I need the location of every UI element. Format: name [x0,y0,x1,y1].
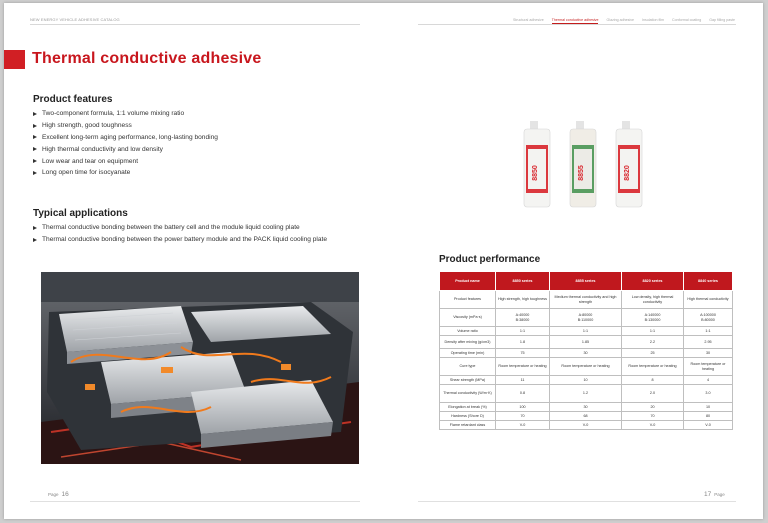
table-cell: 1:1 [550,327,622,336]
table-cell: 1:1 [622,327,684,336]
table-cell: High strength, high toughness [496,291,550,309]
table-cell: Room temperature or heating [622,358,684,376]
row-label: Cure type [440,358,496,376]
table-row [440,403,733,412]
table-row [440,412,733,421]
table-row [440,309,733,327]
page-number-right: 17 [704,491,712,498]
cartridge-8855 [570,121,596,207]
table-cell: Room temperature or heating [684,358,733,376]
performance-table [439,271,733,430]
table-cell: 20 [622,403,684,412]
title-accent-block [4,50,25,69]
catalog-spread [4,3,763,519]
column-header: 8840 series [684,272,733,291]
table-cell: 1:1 [496,327,550,336]
page-title: Thermal conductive adhesive [32,50,262,67]
table-cell: 25 [622,349,684,358]
table-cell: 80 [684,412,733,421]
list-item: High strength, good toughness [33,120,218,132]
table-cell: Room temperature or heating [550,358,622,376]
table-cell: A:140000 B:130000 [622,309,684,327]
cartridge-8850 [524,121,550,207]
row-label: Hardness (Shore D) [440,412,496,421]
table-cell: 0.8 [496,385,550,403]
table-cell: 3.0 [684,385,733,403]
section-nav [513,18,735,24]
svg-text:8850: 8850 [532,165,539,181]
table-header-row [440,272,733,291]
row-label: Density after mixing (g/cm3) [440,336,496,349]
row-label: Shear strength (MPa) [440,376,496,385]
row-label: Flame retardant class [440,421,496,430]
table-row [440,336,733,349]
table-row [440,421,733,430]
table-cell: 30 [684,349,733,358]
table-cell: 1.85 [550,336,622,349]
list-item: Thermal conductive bonding between the battery cell and the module liquid cooling plate [33,222,327,234]
table-cell: 1.8 [496,336,550,349]
list-item: High thermal conductivity and low density [33,143,218,155]
applications-heading: Typical applications [33,208,128,219]
svg-text:8820: 8820 [624,165,631,181]
features-list [33,108,218,179]
table-cell: 70 [496,412,550,421]
bullet-icon [33,226,37,230]
table-row [440,376,733,385]
footer-rule-left [30,501,360,502]
features-heading: Product features [33,94,113,105]
header-rule-left [30,24,360,25]
adhesive-cartridges-illustration [514,115,654,215]
nav-item-glazing[interactable]: Glazing adhesive [606,18,635,22]
row-label: Product features [440,291,496,309]
battery-pack-illustration [41,272,359,464]
column-header: 8855 series [550,272,622,291]
table-row [440,349,733,358]
list-item: Long open time for isocyanate [33,167,218,179]
table-cell: A:40000 B:38000 [496,309,550,327]
table-row [440,385,733,403]
row-label: Viscosity (mPa·s) [440,309,496,327]
table-row [440,327,733,336]
table-cell: 2.2 [622,336,684,349]
nav-item-structural[interactable]: Structural adhesive [512,18,544,22]
table-cell: 30 [550,403,622,412]
table-cell: 1.2 [550,385,622,403]
cartridge-8820 [616,121,642,207]
table-cell: 30 [550,349,622,358]
table-cell: V-0 [684,421,733,430]
product-cartridges-image [514,115,654,215]
running-header: NEW ENERGY VEHICLE ADHESIVE CATALOG [30,17,120,22]
table-cell: 8 [622,376,684,385]
bullet-icon [33,135,37,139]
list-item: Low wear and tear on equipment [33,155,218,167]
table-cell: 2.0 [622,385,684,403]
table-cell: V-0 [622,421,684,430]
table-cell: High thermal conductivity [684,291,733,309]
bullet-icon [33,238,37,242]
page-number-left: 16 [61,491,69,498]
bullet-icon [33,112,37,116]
header-rule-right [418,24,736,25]
bullet-icon [33,171,37,175]
table-cell: 75 [496,349,550,358]
footer-page-label: Page [714,492,725,497]
footer-left [48,491,69,498]
row-label: Operating time (min) [440,349,496,358]
list-item: Excellent long-term aging performance, long-lasting bonding [33,132,218,144]
row-label: Volume ratio [440,327,496,336]
applications-list [33,222,327,246]
row-label: Thermal conductivity (W/m·K) [440,385,496,403]
footer-page-label: Page [48,492,59,497]
bullet-icon [33,147,37,151]
svg-text:8855: 8855 [578,165,585,181]
table-cell: 10 [550,376,622,385]
table-cell: 100 [496,403,550,412]
column-header: Product name [440,272,496,291]
table-cell: Low density, high thermal conductivity [622,291,684,309]
table-cell: Room temperature or heating [496,358,550,376]
table-row [440,291,733,309]
table-cell: A:80000 B:110000 [550,309,622,327]
column-header: 8850 series [496,272,550,291]
table-cell: Medium thermal conductivity and high strength [550,291,622,309]
table-cell: V-0 [550,421,622,430]
nav-item-insulation[interactable]: Insulation film [642,18,665,22]
table-cell: 10 [684,403,733,412]
list-item: Two-component formula, 1:1 volume mixing ratio [33,108,218,120]
footer-right [704,491,725,498]
table-cell: 1:1 [684,327,733,336]
list-item: Thermal conductive bonding between the power battery module and the PACK liquid cooling plate [33,234,327,246]
nav-item-gap-filling[interactable]: Gap filling paste [709,18,735,22]
footer-rule-right [418,501,736,502]
battery-pack-photo [41,272,359,464]
bullet-icon [33,124,37,128]
table-row [440,358,733,376]
table-cell: 70 [622,412,684,421]
row-label: Elongation at break (%) [440,403,496,412]
table-cell: 68 [550,412,622,421]
table-cell: V-0 [496,421,550,430]
table-cell: 11 [496,376,550,385]
bullet-icon [33,159,37,163]
nav-item-coating[interactable]: Conformal coating [672,18,702,22]
table-cell: 4 [684,376,733,385]
table-cell: 2.95 [684,336,733,349]
nav-item-thermal[interactable]: Thermal conductive adhesive [551,18,599,22]
table-cell: A:100000 B:80000 [684,309,733,327]
column-header: 8820 series [622,272,684,291]
performance-heading: Product performance [439,254,541,265]
